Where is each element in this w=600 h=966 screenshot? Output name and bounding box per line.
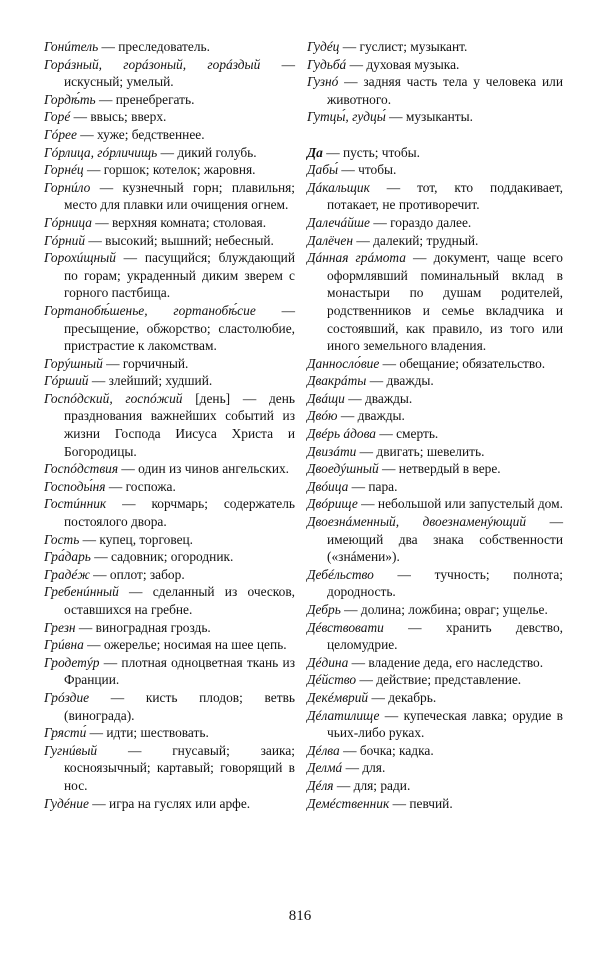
dictionary-entry [44,619,295,637]
entry-definition: садовник; огородник. [111,549,234,565]
dictionary-entry [44,38,295,56]
entry-definition: долина; ложбина; овраг; ущелье. [360,602,548,617]
entry-headword: Двóица [307,478,349,494]
entry-headword: Гудéние [44,795,89,811]
entry-definition: гнусавый; заика; косноязычный; картавый; говорящий в нос. [64,742,295,793]
entry-definition: горшок; котелок; жаровня. [103,162,256,178]
entry-dash: — [115,250,145,266]
dictionary-entry [44,144,295,162]
entry-headword: Гродетýр [44,654,100,670]
dictionary-entry [44,689,295,724]
dictionary-entry [44,531,295,549]
entry-headword: Гордѣ́ть [44,91,96,107]
entry-definition: день празднования важнейших событий из жизни Господа Иисуса Христа и Богородицы. [64,390,295,459]
entry-headword: Дáнная грáмота [307,250,406,266]
entry-definition: виноградная гроздь. [95,619,211,635]
entry-definition: документ, чаще всего оформлявший поминальный вклад в монастыри по душам родителей, родственников и семье вкладчика и состоявший, как правило, из того или иного земельного владения. [327,250,563,354]
entry-headword: Гóрлица, гóрличищь [44,144,158,160]
dictionary-entry [307,513,563,566]
entry-dash: — [118,584,153,600]
dictionary-entry [307,443,563,461]
dictionary-entry [307,38,563,56]
entry-dash: — [342,760,363,776]
entry-headword: Горохúщный [44,250,116,266]
entry-headword: Горé [44,109,71,125]
entry-headword: Гонúтель [44,39,99,54]
entry-dash: — [106,496,152,512]
entry-dash: — [338,162,359,178]
entry-headword: Двакрáты [307,373,367,389]
entry-headword: Декéмврий [307,689,369,705]
entry-definition: певчий. [409,795,453,811]
entry-dash: — [118,461,139,477]
dictionary-entry [307,742,563,760]
entry-definition: ввысь; вверх. [90,109,167,125]
dictionary-entry [44,355,295,373]
dictionary-entry [307,566,563,601]
entry-definition: чтобы. [358,162,397,178]
entry-dash: — [157,144,178,160]
entry-headword: Горнéц [44,162,84,178]
dictionary-entry [307,407,563,425]
entry-definition: нетвердый в вере. [398,461,501,477]
entry-headword: Госпóдский, госпóжий [44,390,183,406]
entry-definition: сделанный из оческов, оставшихся на гребне. [64,584,295,617]
dictionary-entry [44,724,295,742]
dictionary-entry [44,495,295,530]
entry-definition: высокий; вышний; небесный. [105,232,274,248]
dictionary-entry [44,742,295,795]
entry-dash: — [88,795,110,811]
dictionary-entry [44,56,295,91]
dictionary-entry [44,232,295,250]
entry-headword: Дéдина [307,654,349,670]
entry-dash: — [383,619,446,635]
entry-dash: — [89,566,110,582]
entry-dash: — [91,214,112,230]
dictionary-entry [44,249,295,302]
entry-headword: Гра́дарь [44,549,91,565]
dictionary-entry [307,108,563,126]
entry-headword: Дéлатилище [307,707,380,723]
dictionary-entry [44,636,295,654]
entry-headword: Грóздие [44,689,90,705]
entry-dash: — [352,232,374,248]
entry-dash: — [90,179,123,195]
entry-headword: Гость [44,531,80,547]
entry-definition: духовая музыка. [366,56,460,72]
entry-headword: Гортанобѣ́шенье, гортанобѣ́сие [44,302,256,318]
entry-definition: обещание; обязательство. [399,355,546,371]
entry-definition: госпожа. [125,478,176,494]
entry-definition: действие; представление. [376,672,522,688]
dictionary-entry [44,372,295,390]
entry-headword: Дебрь [307,602,341,617]
entry-definition: злейший; худший. [108,373,213,389]
entry-dash: — [385,109,406,125]
entry-headword: Далёчен [307,232,353,248]
entry-headword: Дéйство [307,672,357,688]
entry-dash: — [357,496,378,512]
entry-dash: — [86,725,107,741]
entry-definition: пусть; чтобы. [342,144,421,160]
entry-headword: Двóю [307,408,338,424]
entry-definition: верхняя комната; столовая. [112,214,267,230]
dictionary-entry [44,548,295,566]
entry-headword: Дéвствовати [307,619,384,635]
entry-dash: — [260,56,295,72]
page-number: 816 [288,908,312,924]
entry-dash: — [95,91,116,107]
dictionary-entry [307,671,563,689]
entry-headword: Двóрище [307,496,358,512]
entry-definition: тучность; полнота; дородность. [327,566,563,600]
entry-definition: задняя часть тела у человека или животного. [327,74,563,107]
entry-headword: Далечáйше [307,214,370,230]
entry-dash: — [83,162,104,178]
entry-dash: — [356,672,377,688]
entry-definition: пара. [368,478,398,494]
dictionary-entry [307,56,563,74]
entry-headword: Делмá [307,760,343,776]
dictionary-entry [307,390,563,408]
entry-dash: — [85,232,106,248]
entry-dash: — [389,795,410,811]
entry-definition: ожерелье; носимая на шее цепь. [103,637,287,653]
entry-dash: — [348,654,369,670]
entry-dash: — [339,39,360,54]
entry-dash: — [405,250,434,266]
entry-dash: — [88,373,109,389]
dictionary-entry [307,372,563,390]
entry-definition: плотная одноцветная ткань из Франции. [64,654,295,688]
entry-dash: — [379,707,404,723]
dictionary-entry [307,214,563,232]
entry-definition: гуслист; музыкант. [359,39,468,54]
left-column [44,38,295,812]
dictionary-entry [307,179,563,214]
entry-headword: Дáкальщик [307,179,370,195]
entry-headword: Дебéльство [307,566,374,582]
entry-dash: — [346,56,367,72]
entry-headword: Гóрший [44,373,89,389]
entry-definition: двигать; шевелить. [376,443,485,459]
entry-dash: — [526,514,563,530]
entry-definition: имеющий два знака собственности («знáмени»). [327,531,563,565]
entry-definition: кузнечный горн; плавильня; место для плавки или очищения огнем. [64,179,295,213]
entry-dash: — [98,39,119,54]
entry-dash: — [373,566,435,582]
entry-dash: — [344,390,365,406]
entry-dash: — [97,742,173,758]
entry-definition: корчмарь; содержатель постоялого двора. [64,496,295,530]
dictionary-entry [307,425,563,443]
dictionary-entry [44,91,295,109]
entry-headword: Двоедýшный [307,461,379,477]
dictionary-entry [44,795,295,813]
entry-headword: Гóрний [44,232,86,248]
entry-definition: купеческая лавка; орудие в чьих-либо руках. [327,707,563,741]
entry-definition: кисть плодов; ветвь (винограда). [64,689,295,723]
entry-headword: Гóрница [44,214,92,230]
entry-definition: бочка; кадка. [359,742,434,758]
entry-headword: Двизáти [307,443,357,459]
dictionary-entry [307,460,563,478]
entry-dash: — [376,426,397,442]
entry-headword: Двéрь áдова [307,426,376,442]
entry-definition: оплот; забор. [109,566,185,582]
entry-definition: игра на гуслях или арфе. [109,795,251,811]
entry-definition: один из чинов ангельских. [138,461,290,477]
entry-headword: Гребенúнный [44,584,119,600]
dictionary-entry [307,707,563,742]
section-gap [307,126,563,144]
entry-definition: тот, кто поддакивает, потакает, не противоречит. [327,179,563,213]
entry-dash: — [337,408,358,424]
entry-headword: Гугнúвый [44,742,98,758]
entry-dash: — [379,355,400,371]
entry-headword: Грясти́ [44,725,87,741]
entry-dash: — [366,373,387,389]
entry-headword: Горнúло [44,179,91,195]
entry-definition: гораздо далее. [390,214,472,230]
dictionary-entry [307,495,563,513]
dictionary-entry [44,566,295,584]
dictionary-entry [44,302,295,355]
entry-definition: дважды. [364,390,413,406]
entry-dash: — [356,443,377,459]
entry-headword: Гузнó [307,74,339,90]
dictionary-entry [307,619,563,654]
entry-dash: — [339,742,360,758]
entry-headword: Демéственник [307,795,390,811]
entry-dash: — [70,109,91,125]
entry-definition: пренебрегать. [115,91,195,107]
entry-dash: — [338,74,364,90]
entry-headword: Господы́ня [44,478,106,494]
entry-headword: Дéля [307,777,334,793]
dictionary-entry [44,583,295,618]
entry-dash: — [79,531,100,547]
entry-definition: музыканты. [405,109,473,125]
dictionary-entry [307,654,563,672]
entry-dash: — [368,689,389,705]
dictionary-entry [44,478,295,496]
entry-definition: хранить девство, целомудрие. [327,619,563,653]
entry-dash: — [75,619,96,635]
entry-definition: небольшой или запустелый дом. [377,496,563,512]
dictionary-entry [44,108,295,126]
entry-headword: Гудьбá [307,56,347,72]
entry-dash: — [378,461,399,477]
dictionary-entry [44,460,295,478]
entry-dash: — [370,214,391,230]
entry-headword: Дабы́ [307,162,339,178]
dictionary-entry [307,777,563,795]
entry-dash: — [333,777,354,793]
dictionary-entry [44,126,295,144]
entry-dash: — [230,390,269,406]
right-column [307,38,563,812]
entry-dash: — [340,602,361,617]
entry-definition: дважды. [386,373,434,389]
entry-dash: — [90,549,111,565]
entry-definition: далекий; трудный. [373,232,479,248]
entry-dash: — [348,478,369,494]
entry-dash: — [89,689,146,705]
entry-definition: идти; шествовать. [106,725,209,741]
dictionary-entry [44,214,295,232]
dictionary-entry [307,759,563,777]
dictionary-entry [307,161,563,179]
entry-headword: Гутцы́, гудцы́ [307,109,386,125]
dictionary-entry [307,355,563,373]
dictionary-entry [44,161,295,179]
entry-headword: Горáзный, горáзоный, горáздый [44,56,261,72]
dictionary-entry [307,795,563,813]
entry-definition: владение деда, его наследство. [368,654,544,670]
entry-definition: для; ради. [353,777,411,793]
entry-headword: Грúвна [44,637,84,653]
entry-definition: преследователь. [118,39,210,54]
entry-headword: Дéлва [307,742,340,758]
entry-definition: пасущийся; блуждающий по горам; украденный диким зверем с горного пастбища. [64,250,295,301]
dictionary-entry [307,478,563,496]
entry-headword: Двоезнáменный, двоезнаменýющий [307,514,527,530]
entry-headword: Двáщи [307,390,345,406]
entry-dash: — [76,126,97,142]
entry-dash: — [99,654,122,670]
entry-definition: дикий голубь. [177,144,257,160]
entry-headword: Госпóдствия [44,461,119,477]
dictionary-entry [307,249,563,355]
dictionary-entry [307,144,563,162]
entry-dash: — [83,637,104,653]
entry-definition: горчичный. [122,355,189,371]
entry-headword: Гóрее [44,126,77,142]
entry-definition: искусный; умелый. [64,74,174,90]
entry-definition: для. [362,760,386,776]
entry-dash: — [105,478,126,494]
entry-headword: Да [307,144,323,160]
entry-definition: пресыщение, обжорство; сластолюбие, пристрастие к лакомствам. [64,320,295,354]
dictionary-entry [307,601,563,619]
entry-definition: хуже; бедственнее. [97,126,205,142]
entry-definition: смерть. [396,426,439,442]
dictionary-entry [307,73,563,108]
entry-definition: дважды. [357,408,405,424]
entry-headword: Гудéц [307,39,340,54]
entry-dash: — [322,144,343,160]
entry-definition: купец, торговец. [99,531,194,547]
dictionary-entry [307,232,563,250]
entry-headword: Грезн [44,619,76,635]
entry-dash: — [369,179,418,195]
dictionary-entry [44,179,295,214]
entry-headword: Градéж [44,566,90,582]
entry-headword: Гостúнник [44,496,107,512]
dictionary-entry [44,654,295,689]
dictionary-entry [44,390,295,460]
entry-headword: Данносло́вие [307,355,380,371]
entry-dash: — [102,355,123,371]
entry-definition: декабрь. [388,689,437,705]
dictionary-entry [307,689,563,707]
entry-headword: Горýшный [44,355,103,371]
entry-note: [день] [182,390,231,406]
entry-dash: — [255,302,295,318]
